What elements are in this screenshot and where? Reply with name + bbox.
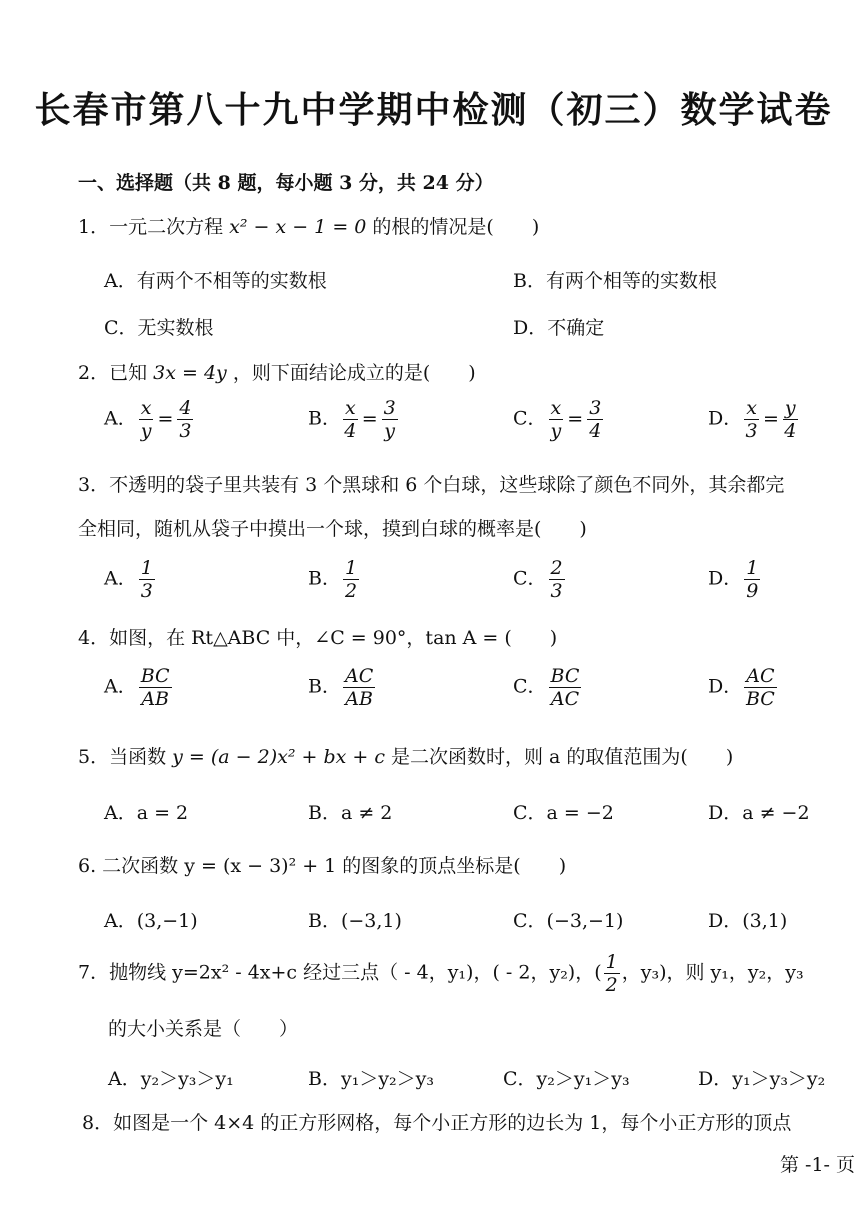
right-fraction bbox=[177, 397, 193, 442]
fraction-denominator: y bbox=[384, 420, 396, 442]
option-label: D． bbox=[708, 407, 743, 430]
question-7-line-1 bbox=[78, 951, 804, 996]
fraction-denominator: 4 bbox=[784, 420, 797, 442]
q2-formula: 3x = 4y bbox=[153, 362, 227, 384]
question-3-line-1: 3．不透明的袋子里共装有 3 个黑球和 6 个白球，这些球除了颜色不同外，其余都完 bbox=[78, 474, 785, 496]
question-5-stem bbox=[78, 742, 733, 769]
option-label: C． bbox=[513, 567, 547, 590]
question-1-stem bbox=[78, 212, 539, 239]
option-fraction bbox=[744, 557, 760, 602]
fraction-denominator: AB bbox=[345, 688, 373, 710]
option-label: C． bbox=[513, 675, 547, 698]
left-fraction bbox=[343, 397, 358, 442]
q2-option-b bbox=[308, 397, 400, 442]
q7-frac-den: 2 bbox=[605, 974, 618, 996]
page-title: 长春市第八十九中学期中检测（初三）数学试卷 bbox=[34, 90, 833, 131]
left-fraction bbox=[549, 397, 564, 442]
q7-frac-num: 1 bbox=[605, 951, 618, 973]
q5-option-b: B．a ≠ 2 bbox=[308, 802, 393, 824]
q1-suffix: 的根的情况是( ) bbox=[372, 216, 540, 238]
page-number: 第 -1- 页 bbox=[779, 1154, 855, 1176]
option-label: D． bbox=[708, 675, 743, 698]
q1-prefix: 1．一元二次方程 bbox=[78, 216, 224, 238]
q4-option-c bbox=[513, 665, 583, 710]
q3-option-b bbox=[308, 557, 361, 602]
question-3-line-2: 全相同，随机从袋子中摸出一个球，摸到白球的概率是( ) bbox=[78, 518, 587, 540]
q7-fraction bbox=[604, 951, 620, 996]
fraction-denominator: BC bbox=[745, 688, 775, 710]
q5-option-a: A．a = 2 bbox=[104, 802, 189, 824]
q1-formula: x² − x − 1 = 0 bbox=[229, 216, 367, 238]
q7-option-a: A．y₂＞y₃＞y₁ bbox=[108, 1068, 234, 1090]
fraction-numerator: 1 bbox=[746, 557, 759, 579]
q7-suffix: ，y₃)，则 y₁，y₂，y₃ bbox=[621, 961, 804, 984]
q7-option-d: D．y₁＞y₃＞y₂ bbox=[698, 1068, 826, 1090]
fraction-numerator: 3 bbox=[383, 397, 396, 419]
q2-prefix: 2．已知 bbox=[78, 362, 148, 384]
fraction-numerator: 1 bbox=[140, 557, 153, 579]
q6-option-a: A．(3,−1) bbox=[104, 910, 198, 932]
q3-option-c bbox=[513, 557, 567, 602]
fraction-denominator: y bbox=[550, 420, 562, 442]
option-label: B． bbox=[308, 407, 341, 430]
fraction-denominator: 3 bbox=[745, 420, 758, 442]
question-8-line-1: 8．如图是一个 4×4 的正方形网格，每个小正方形的边长为 1，每个小正方形的顶点 bbox=[82, 1112, 792, 1134]
fraction-numerator: x bbox=[140, 397, 152, 419]
fraction-numerator: BC bbox=[550, 665, 580, 687]
q5-formula: y = (a − 2)x² + bx + c bbox=[172, 746, 385, 768]
option-label: A． bbox=[104, 407, 137, 430]
question-7-line-2: 的大小关系是（ ） bbox=[108, 1018, 299, 1040]
fraction-denominator: y bbox=[140, 420, 152, 442]
fraction-denominator: 3 bbox=[179, 420, 192, 442]
fraction-denominator: AB bbox=[141, 688, 169, 710]
fraction-denominator: 3 bbox=[550, 580, 563, 602]
fraction-numerator: x bbox=[746, 397, 757, 419]
option-fraction bbox=[549, 557, 565, 602]
q4-option-a bbox=[104, 665, 174, 710]
fraction-numerator: AC bbox=[746, 665, 775, 687]
question-6-stem: 6. 二次函数 y = (x − 3)² + 1 的图象的顶点坐标是( ) bbox=[78, 855, 567, 877]
q3-option-d bbox=[708, 557, 762, 602]
q5-option-d: D．a ≠ −2 bbox=[708, 802, 810, 824]
q7-option-c: C．y₂＞y₁＞y₃ bbox=[503, 1068, 630, 1090]
q5-suffix: 是二次函数时，则 a 的取值范围为( ) bbox=[391, 746, 734, 768]
equals-sign: = bbox=[567, 407, 584, 430]
option-fraction bbox=[343, 557, 359, 602]
equals-sign: = bbox=[157, 407, 174, 430]
option-fraction bbox=[343, 665, 375, 710]
question-4-stem: 4．如图，在 Rt△ABC 中，∠C = 90°，tan A = ( ) bbox=[78, 627, 558, 649]
q7-prefix: 7．抛物线 y=2x² - 4x+c 经过三点（ - 4，y₁)，( - 2，y₂)，( bbox=[78, 961, 602, 984]
option-fraction bbox=[744, 665, 776, 710]
q5-option-c: C．a = −2 bbox=[513, 802, 614, 824]
q5-prefix: 5．当函数 bbox=[78, 746, 167, 768]
fraction-denominator: AC bbox=[550, 688, 580, 710]
option-label: C． bbox=[513, 407, 547, 430]
option-fraction bbox=[549, 665, 582, 710]
q4-option-b bbox=[308, 665, 377, 710]
q6-option-d: D．(3,1) bbox=[708, 910, 788, 932]
question-2-stem bbox=[78, 358, 476, 385]
q7-option-b: B．y₁＞y₂＞y₃ bbox=[308, 1068, 435, 1090]
q1-option-d: D．不确定 bbox=[513, 317, 605, 339]
fraction-denominator: 3 bbox=[140, 580, 153, 602]
fraction-numerator: y bbox=[784, 397, 796, 419]
equals-sign: = bbox=[762, 407, 779, 430]
q1-option-a: A．有两个不相等的实数根 bbox=[104, 270, 327, 292]
option-label: D． bbox=[708, 567, 743, 590]
fraction-denominator: 4 bbox=[344, 420, 357, 442]
q2-suffix: ，则下面结论成立的是( ) bbox=[232, 362, 476, 384]
fraction-numerator: AC bbox=[344, 665, 374, 687]
equals-sign: = bbox=[361, 407, 378, 430]
q6-option-c: C．(−3,−1) bbox=[513, 910, 624, 932]
option-fraction bbox=[139, 557, 155, 602]
fraction-numerator: 1 bbox=[344, 557, 358, 579]
q3-option-a bbox=[104, 557, 157, 602]
option-label: B． bbox=[308, 675, 341, 698]
fraction-denominator: 4 bbox=[589, 420, 602, 442]
fraction-numerator: 2 bbox=[550, 557, 563, 579]
option-label: A． bbox=[104, 675, 137, 698]
fraction-numerator: x bbox=[550, 397, 562, 419]
q2-option-d bbox=[708, 397, 800, 442]
option-fraction bbox=[139, 665, 172, 710]
q1-option-c: C．无实数根 bbox=[104, 317, 214, 339]
right-fraction bbox=[783, 397, 798, 442]
option-label: B． bbox=[308, 567, 341, 590]
q6-option-b: B．(−3,1) bbox=[308, 910, 402, 932]
fraction-denominator: 9 bbox=[746, 580, 759, 602]
fraction-numerator: 4 bbox=[179, 397, 192, 419]
q2-option-a bbox=[104, 397, 195, 442]
left-fraction bbox=[744, 397, 759, 442]
fraction-numerator: 3 bbox=[589, 397, 602, 419]
fraction-numerator: BC bbox=[140, 665, 170, 687]
fraction-numerator: x bbox=[344, 397, 356, 419]
q4-option-d bbox=[708, 665, 779, 710]
fraction-denominator: 2 bbox=[344, 580, 358, 602]
right-fraction bbox=[587, 397, 603, 442]
right-fraction bbox=[382, 397, 398, 442]
left-fraction bbox=[139, 397, 154, 442]
q1-option-b: B．有两个相等的实数根 bbox=[513, 270, 717, 292]
q2-option-c bbox=[513, 397, 605, 442]
option-label: A． bbox=[104, 567, 137, 590]
section-heading: 一、选择题（共 8 题，每小题 3 分，共 24 分） bbox=[78, 172, 494, 194]
